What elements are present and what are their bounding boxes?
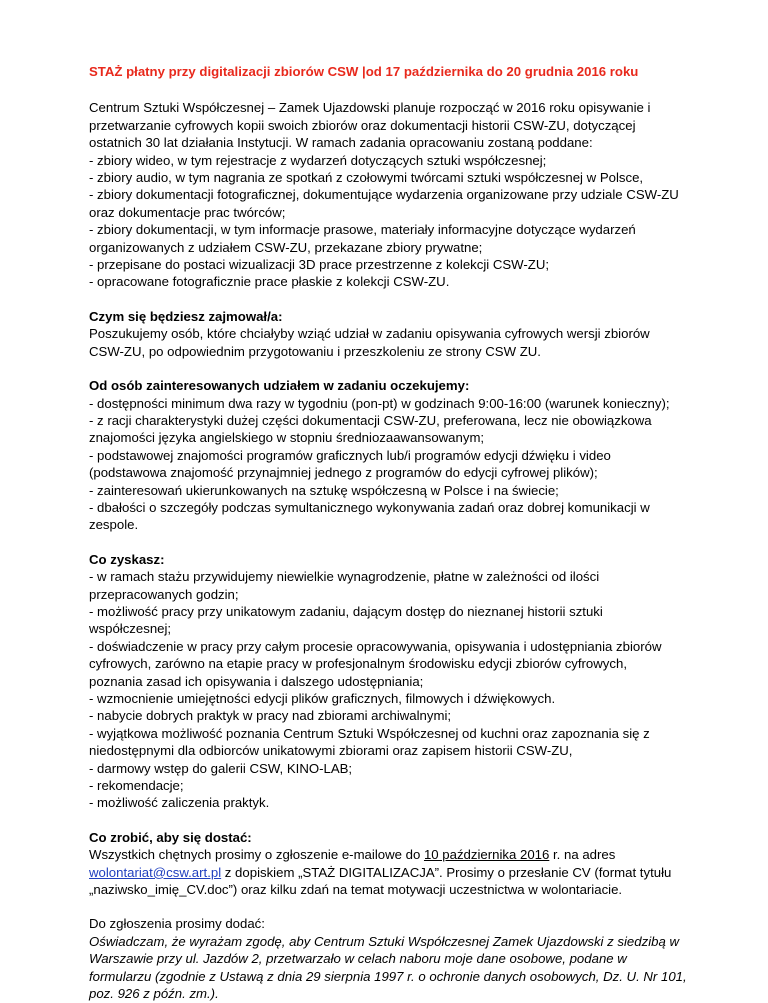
consent-intro: Do zgłoszenia prosimy dodać: xyxy=(89,916,265,932)
role-line: CSW-ZU, po odpowiednim przygotowaniu i przeszkoleniu ze strony CSW ZU. xyxy=(89,343,541,359)
benefits-line: - nabycie dobrych praktyk w pracy nad zbiorami archiwalnymi; xyxy=(89,708,452,724)
benefits-line: niedostępnymi dla odbiorców unikatowymi zbiorami oraz zapisem historii CSW-ZU, xyxy=(89,743,573,759)
benefits-line: - wzmocnienie umiejętności edycji plików graficznych, filmowych i dźwiękowych. xyxy=(89,691,556,706)
deadline-date: 10 października 2016 xyxy=(423,847,550,863)
benefits-line: cyfrowych, zarówno na etapie pracy w profesjonalnym środowisku edycji zbiorów cyfrowych, xyxy=(89,656,627,672)
document-title: STAŻ płatny przy digitalizacji zbiorów CSW |od 17 października do 20 grudnia 2016 roku xyxy=(89,64,639,79)
requirements-line: - podstawowej znajomości programów graficznych lub/i programów edycji dźwięku i video xyxy=(89,447,611,463)
benefits-line: - doświadczenie w pracy przy całym procesie opracowywania, opisywania i udostępniania zbiorów xyxy=(89,638,662,654)
consent-line: Oświadczam, że wyrażam zgodę, aby Centrum Sztuki Współczesnej Zamek Ujazdowski z siedzibą w xyxy=(89,933,679,949)
intro-line: - zbiory dokumentacji fotograficznej, dokumentujące wydarzenia organizowane przy udziale CSW-ZU xyxy=(89,187,679,203)
consent-line: formularzu (zgodnie z Ustawą z dnia 29 sierpnia 1997 r. o ochronie danych osobowych, Dz. U. Nr 101, xyxy=(89,968,687,984)
intro-line: oraz dokumentacje prac twórców; xyxy=(89,204,286,220)
requirements-section xyxy=(89,377,698,534)
intro-line: - opracowane fotograficznie prace płaskie z kolekcji CSW-ZU. xyxy=(89,274,450,290)
apply-text: Wszystkich chętnych prosimy o zgłoszenie e-mailowe do xyxy=(89,847,424,863)
role-heading: Czym się będziesz zajmował/a: xyxy=(89,308,283,324)
apply-line: „naziwsko_imię_CV.doc”) oraz kilku zdań na temat motywacji uczestnictwa w wolontariacie. xyxy=(89,882,623,898)
requirements-line: zespole. xyxy=(89,517,139,533)
consent-section xyxy=(89,915,698,1002)
requirements-line: - dbałości o szczegóły podczas symultanicznego wykonywania zadań oraz dobrej komunikacji w xyxy=(89,499,650,515)
role-section xyxy=(89,308,698,360)
benefits-line: - możliwość zaliczenia praktyk. xyxy=(89,795,270,811)
apply-text: r. na adres xyxy=(549,847,616,863)
benefits-line: przepracowanych godzin; xyxy=(89,586,239,602)
intro-line: - przepisane do postaci wizualizacji 3D prace przestrzenne z kolekcji CSW-ZU; xyxy=(89,257,550,273)
intro-line: - zbiory dokumentacji, w tym informacje prasowe, materiały informacyjne dotyczące wydarzeń xyxy=(89,222,636,238)
benefits-line: poznania zasad ich opisywania i dalszego udostępniania; xyxy=(89,673,424,689)
requirements-line: - dostępności minimum dwa razy w tygodniu (pon-pt) w godzinach 9:00-16:00 (warunek konieczny); xyxy=(89,395,670,411)
benefits-heading: Co zyskasz: xyxy=(89,551,165,567)
apply-text: z dopiskiem „STAŻ DIGITALIZACJA”. Prosimy o przesłanie CV (format tytułu xyxy=(221,864,672,880)
benefits-line: - darmowy wstęp do galerii CSW, KINO-LAB; xyxy=(89,760,353,776)
intro-line: - zbiory audio, w tym nagrania ze spotkań z czołowymi twórcami sztuki współczesnej w Polsce, xyxy=(89,170,644,186)
requirements-line: znajomości języka angielskiego w stopniu średniozaawansowanym; xyxy=(89,430,485,446)
requirements-line: - zainteresowań ukierunkowanych na sztukę współczesną w Polsce i na świecie; xyxy=(89,482,559,498)
apply-section xyxy=(89,829,698,899)
apply-line xyxy=(89,846,698,863)
benefits-line: - rekomendacje; xyxy=(89,778,184,794)
benefits-line: współczesnej; xyxy=(89,621,172,637)
consent-line: poz. 926 z późn. zm.). xyxy=(89,986,219,1002)
benefits-line: - wyjątkowa możliwość poznania Centrum Sztuki Współczesnej od kuchni oraz zapoznania się z xyxy=(89,725,650,741)
email-link[interactable]: wolontariat@csw.art.pl xyxy=(89,864,222,880)
intro-line: ostatnich 30 lat działania Instytucji. W ramach zadania opracowaniu zostaną poddane: xyxy=(89,135,593,151)
requirements-line: - z racji charakterystyki dużej części dokumentacji CSW-ZU, preferowana, lecz nie obowiązkowa xyxy=(89,412,652,428)
requirements-line: (podstawowa znajomość przynajmniej jednego z programów do edycji cyfrowej plików); xyxy=(89,465,598,481)
intro-line: Centrum Sztuki Współczesnej – Zamek Ujazdowski planuje rozpocząć w 2016 roku opisywanie i xyxy=(89,100,651,116)
requirements-heading: Od osób zainteresowanych udziałem w zadaniu oczekujemy: xyxy=(89,378,470,394)
intro-paragraph xyxy=(89,99,698,290)
benefits-section xyxy=(89,551,698,812)
intro-line: organizowanych z udziałem CSW-ZU, przekazane zbiory prywatne; xyxy=(89,239,483,255)
benefits-line: - w ramach stażu przywidujemy niewielkie wynagrodzenie, płatne w zależności od ilości xyxy=(89,569,600,585)
benefits-line: - możliwość pracy przy unikatowym zadaniu, dającym dostęp do nieznanej historii sztuki xyxy=(89,603,603,619)
role-line: Poszukujemy osób, które chciałyby wziąć udział w zadaniu opisywania cyfrowych wersji zbiorów xyxy=(89,326,650,342)
apply-line xyxy=(89,864,698,881)
consent-line: Warszawie przy ul. Jazdów 2, przetwarzało w celach naboru moje dane osobowe, podane w xyxy=(89,951,627,967)
intro-line: - zbiory wideo, w tym rejestracje z wydarzeń dotyczących sztuki współczesnej; xyxy=(89,152,547,168)
intro-line: przetwarzanie cyfrowych kopii swoich zbiorów oraz dokumentacji historii CSW-ZU, dotyczącej xyxy=(89,117,636,133)
apply-heading: Co zrobić, aby się dostać: xyxy=(89,829,252,845)
